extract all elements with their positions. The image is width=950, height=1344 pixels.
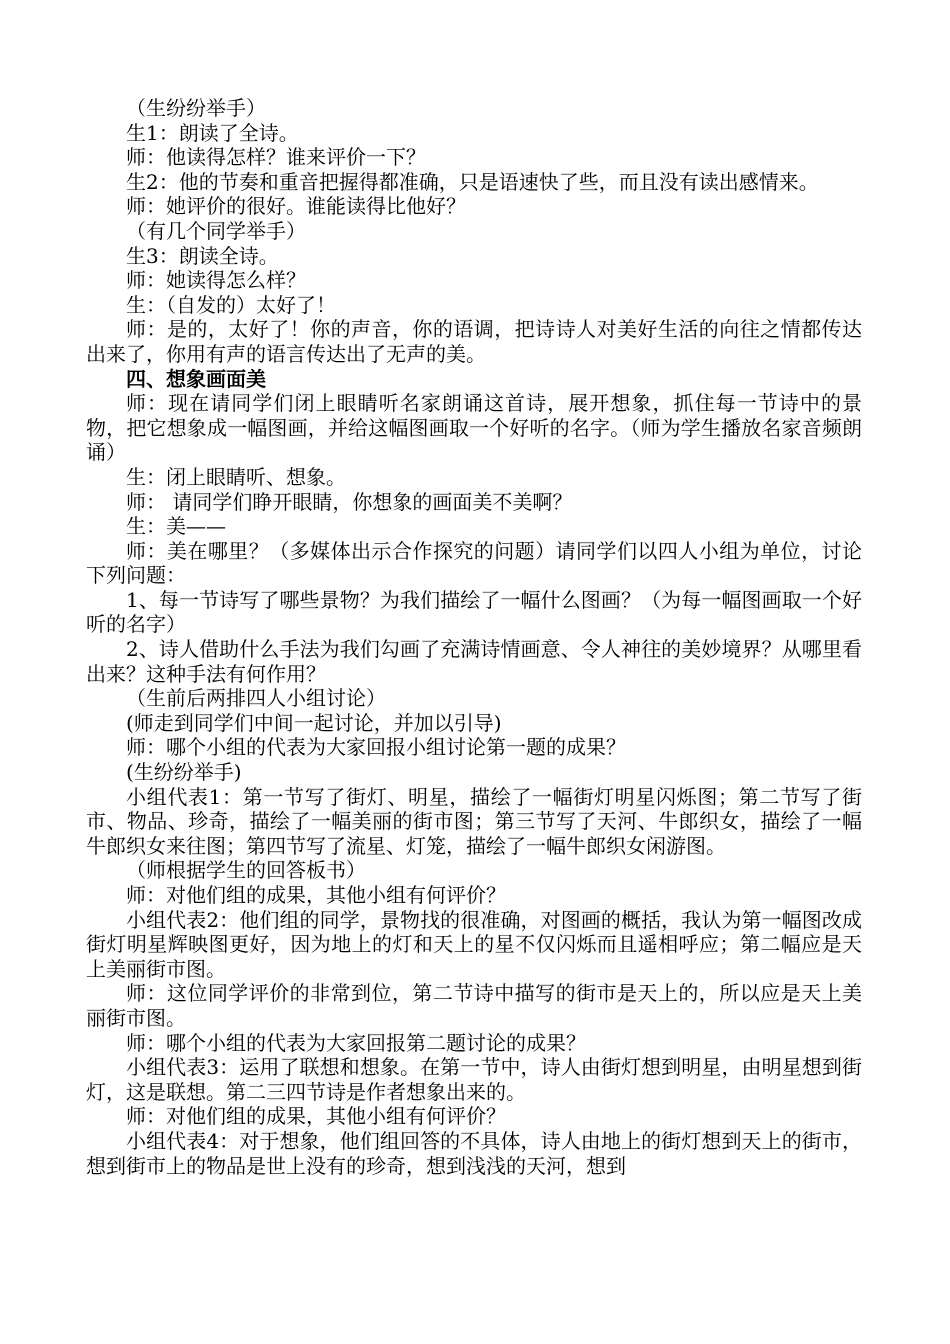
- discussion-question: 1、每一节诗写了哪些景物？为我们描绘了一幅什么图画？（为每一幅图画取一个好听的名字）: [86, 587, 862, 637]
- paragraph: 师： 请同学们睁开眼睛，你想象的画面美不美啊？: [126, 489, 573, 514]
- paragraph: （有几个同学举手）: [126, 218, 306, 243]
- paragraph: 师：哪个小组的代表为大家回报第二题讨论的成果？: [126, 1030, 586, 1055]
- paragraph: 生：闭上眼睛听、想象。: [126, 464, 346, 489]
- paragraph: 师：她读得怎么样？: [126, 268, 306, 293]
- paragraph: 小组代表4：对于想象，他们组回答的不具体，诗人由地上的街灯想到天上的街市，想到街市上的物品是世上没有的珍奇，想到浅浅的天河，想到: [86, 1128, 862, 1178]
- paragraph: 生1：朗读了全诗。: [126, 120, 299, 145]
- paragraph: 生2：他的节奏和重音把握得都准确，只是语速快了些，而且没有读出感情来。: [126, 169, 819, 194]
- paragraph: 师：是的，太好了！你的声音，你的语调，把诗诗人对美好生活的向往之情都传达出来了，你用有声的语言传达出了无声的美。: [86, 317, 862, 366]
- paragraph: （师根据学生的回答板书）: [126, 858, 366, 883]
- paragraph: 生：（自发的）太好了！: [126, 292, 336, 317]
- paragraph: 生：美——: [126, 514, 226, 539]
- paragraph: （生纷纷举手）: [126, 96, 266, 120]
- paragraph: 师：对他们组的成果，其他小组有何评价？: [126, 883, 506, 907]
- document-page: [86, 96, 862, 1178]
- paragraph: 小组代表1：第一节写了街灯、明星，描绘了一幅街灯明星闪烁图；第二节写了街市、物品、珍奇，描绘了一幅美丽的街市图；第三节写了天河、牛郎织女，描绘了一幅牛郎织女来往图；第四节写了流星、灯笼，描绘了一幅牛郎织女闲游图。: [86, 784, 862, 858]
- paragraph: （生前后两排四人小组讨论）: [126, 686, 386, 711]
- paragraph: 师：他读得怎样？谁来评价一下？: [126, 145, 426, 170]
- paragraph: 师：哪个小组的代表为大家回报小组讨论第一题的成果？: [126, 735, 626, 760]
- discussion-question: 2、诗人借助什么手法为我们勾画了充满诗情画意、令人神往的美妙境界？从哪里看出来？这种手法有何作用？: [86, 637, 862, 686]
- paragraph: 小组代表3：运用了联想和想象。在第一节中，诗人由街灯想到明星，由明星想到街灯，这是联想。第二三四节诗是作者想象出来的。: [86, 1055, 862, 1104]
- paragraph: (生纷纷举手): [126, 760, 242, 785]
- paragraph: 师：这位同学评价的非常到位，第二节诗中描写的街市是天上的，所以应是天上美丽街市图。: [86, 981, 862, 1030]
- paragraph: 小组代表2：他们组的同学，景物找的很准确，对图画的概括，我认为第一幅图改成街灯明星辉映图更好，因为地上的灯和天上的星不仅闪烁而且遥相呼应；第二幅应是天上美丽街市图。: [86, 907, 862, 981]
- section-heading: 四、想象画面美: [126, 366, 266, 391]
- paragraph: (师走到同学们中间一起讨论，并加以引导): [126, 710, 502, 735]
- paragraph: 师：美在哪里？（多媒体出示合作探究的问题）请同学们以四人小组为单位，讨论下列问题：: [86, 538, 862, 588]
- paragraph: 师：对他们组的成果，其他小组有何评价？: [126, 1104, 506, 1129]
- paragraph: 师：现在请同学们闭上眼睛听名家朗诵这首诗，展开想象，抓住每一节诗中的景物，把它想象成一幅图画，并给这幅图画取一个好听的名字。（师为学生播放名家音频朗诵）: [86, 391, 862, 465]
- paragraph: 师：她评价的很好。谁能读得比他好？: [126, 194, 466, 219]
- paragraph: 生3：朗读全诗。: [126, 243, 279, 268]
